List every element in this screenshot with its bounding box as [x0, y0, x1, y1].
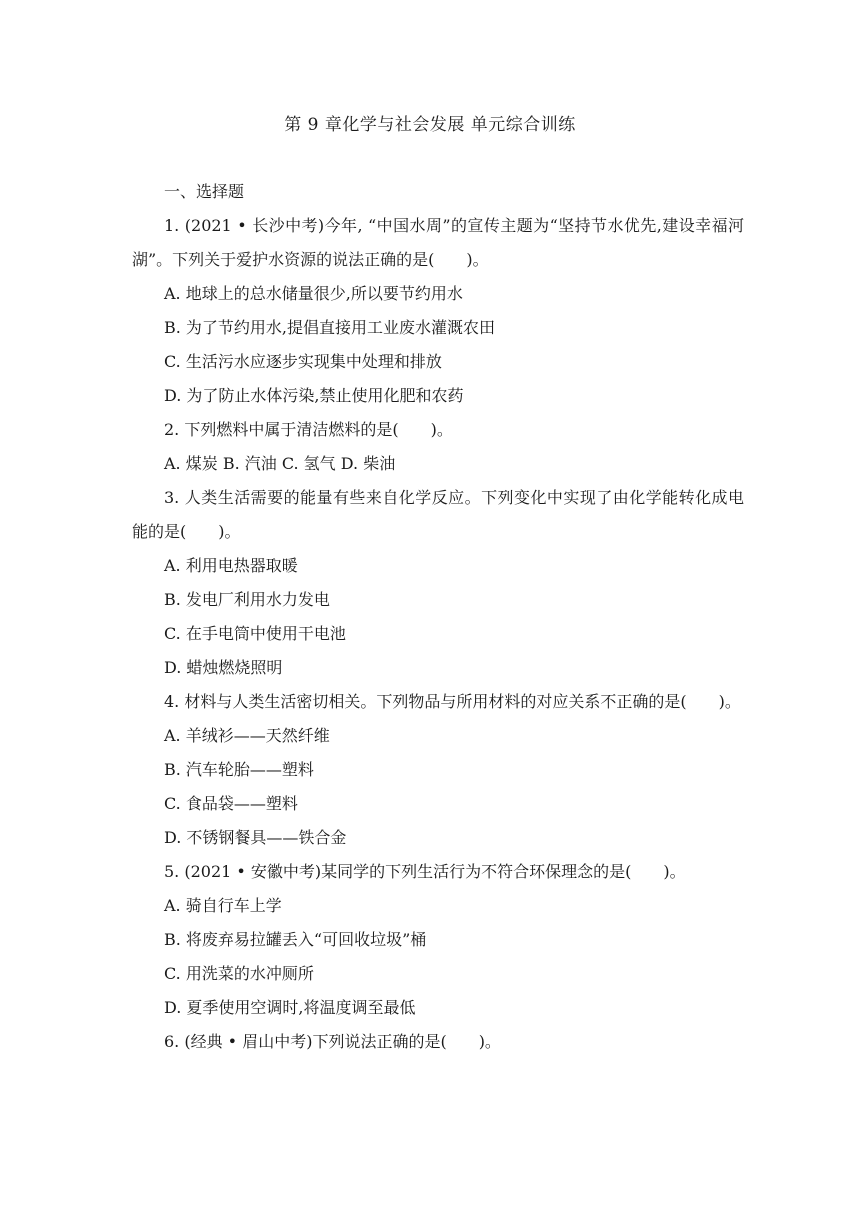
question-6	[132, 1025, 744, 1059]
question-stem: 2. 下列燃料中属于清洁燃料的是( )。	[164, 420, 453, 439]
option-c: C. 生活污水应逐步实现集中处理和排放	[164, 352, 442, 371]
option-b: B. 发电厂利用水力发电	[164, 590, 330, 609]
option-d: D. 不锈钢餐具——铁合金	[164, 828, 347, 847]
option-d: D. 夏季使用空调时,将温度调至最低	[164, 998, 416, 1017]
option-d: D. 为了防止水体污染,禁止使用化肥和农药	[164, 386, 464, 405]
option-b: B. 将废弃易拉罐丢入“可回收垃圾”桶	[164, 930, 427, 949]
question-stem: 5. (2021 • 安徽中考)某同学的下列生活行为不符合环保理念的是( )。	[164, 862, 686, 881]
option-a: A. 骑自行车上学	[164, 896, 282, 915]
option-b: B. 汽车轮胎——塑料	[164, 760, 314, 779]
page-title: 第 9 章化学与社会发展 单元综合训练	[284, 115, 576, 135]
question-stem: 1. (2021 • 长沙中考)今年, “中国水周”的宣传主题为“坚持节水优先,建设幸福河湖”。下列关于爱护水资源的说法正确的是( )。	[132, 216, 744, 269]
document-body	[132, 175, 744, 1059]
question-2	[132, 413, 744, 481]
option-b: B. 为了节约用水,提倡直接用工业废水灌溉农田	[164, 318, 496, 337]
section-heading: 一、选择题	[164, 182, 245, 201]
option-a: A. 地球上的总水储量很少,所以要节约用水	[164, 284, 463, 303]
option-c: C. 用洗菜的水冲厕所	[164, 964, 314, 983]
option-a: A. 羊绒衫——天然纤维	[164, 726, 330, 745]
question-stem: 6. (经典 • 眉山中考)下列说法正确的是( )。	[164, 1032, 501, 1051]
option-c: C. 在手电筒中使用干电池	[164, 624, 346, 643]
option-a: A. 利用电热器取暖	[164, 556, 298, 575]
option-line: A. 煤炭 B. 汽油 C. 氢气 D. 柴油	[164, 454, 396, 473]
question-1	[132, 209, 744, 413]
option-c: C. 食品袋——塑料	[164, 794, 298, 813]
option-d: D. 蜡烛燃烧照明	[164, 658, 283, 677]
question-stem: 4. 材料与人类生活密切相关。下列物品与所用材料的对应关系不正确的是( )。	[164, 692, 741, 711]
question-3	[132, 481, 744, 685]
question-stem: 3. 人类生活需要的能量有些来自化学反应。下列变化中实现了由化学能转化成电能的是( )。	[132, 488, 744, 541]
question-5	[132, 855, 744, 1025]
question-4	[132, 685, 744, 855]
